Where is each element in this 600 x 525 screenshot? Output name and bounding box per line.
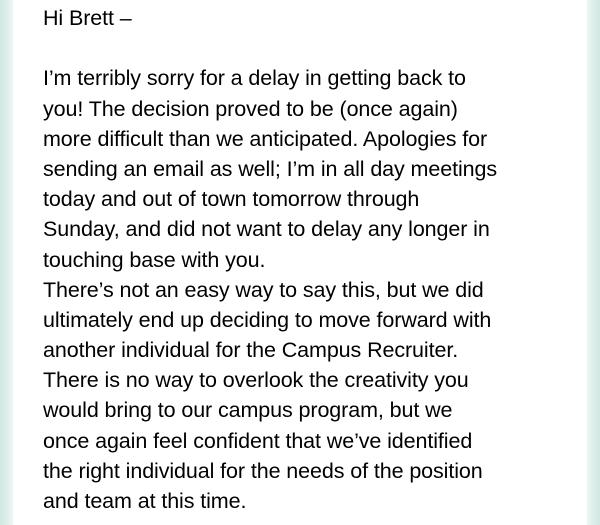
- email-line: ultimately end up deciding to move forward with: [43, 307, 492, 332]
- email-paragraph-1: [43, 63, 573, 274]
- email-body: [43, 3, 573, 516]
- email-line: sending an email as well; I’m in all day meetings: [43, 156, 497, 181]
- paragraph-spacer: [43, 33, 573, 63]
- email-line: once again feel confident that we’ve identified: [43, 428, 473, 453]
- email-line: today and out of town tomorrow through: [43, 187, 420, 212]
- email-line: and team at this time.: [43, 489, 247, 513]
- email-greeting: Hi Brett –: [43, 6, 132, 30]
- email-line: would bring to our campus program, but we: [43, 398, 453, 423]
- email-line: Sunday, and did not want to delay any longer in: [43, 217, 490, 242]
- email-line: you! The decision proved to be (once again): [43, 96, 458, 121]
- email-line: touching base with you.: [43, 247, 266, 272]
- email-page: [14, 0, 586, 525]
- email-line: There’s not an easy way to say this, but we did: [43, 277, 484, 302]
- email-line: the right individual for the needs of the position: [43, 458, 483, 483]
- email-line: more difficult than we anticipated. Apologies for: [43, 126, 488, 151]
- email-line: another individual for the Campus Recruiter.: [43, 338, 459, 363]
- email-line: I’m terribly sorry for a delay in getting back to: [43, 66, 466, 91]
- email-line: There is no way to overlook the creativity you: [43, 368, 469, 393]
- email-paragraph-2: [43, 275, 573, 517]
